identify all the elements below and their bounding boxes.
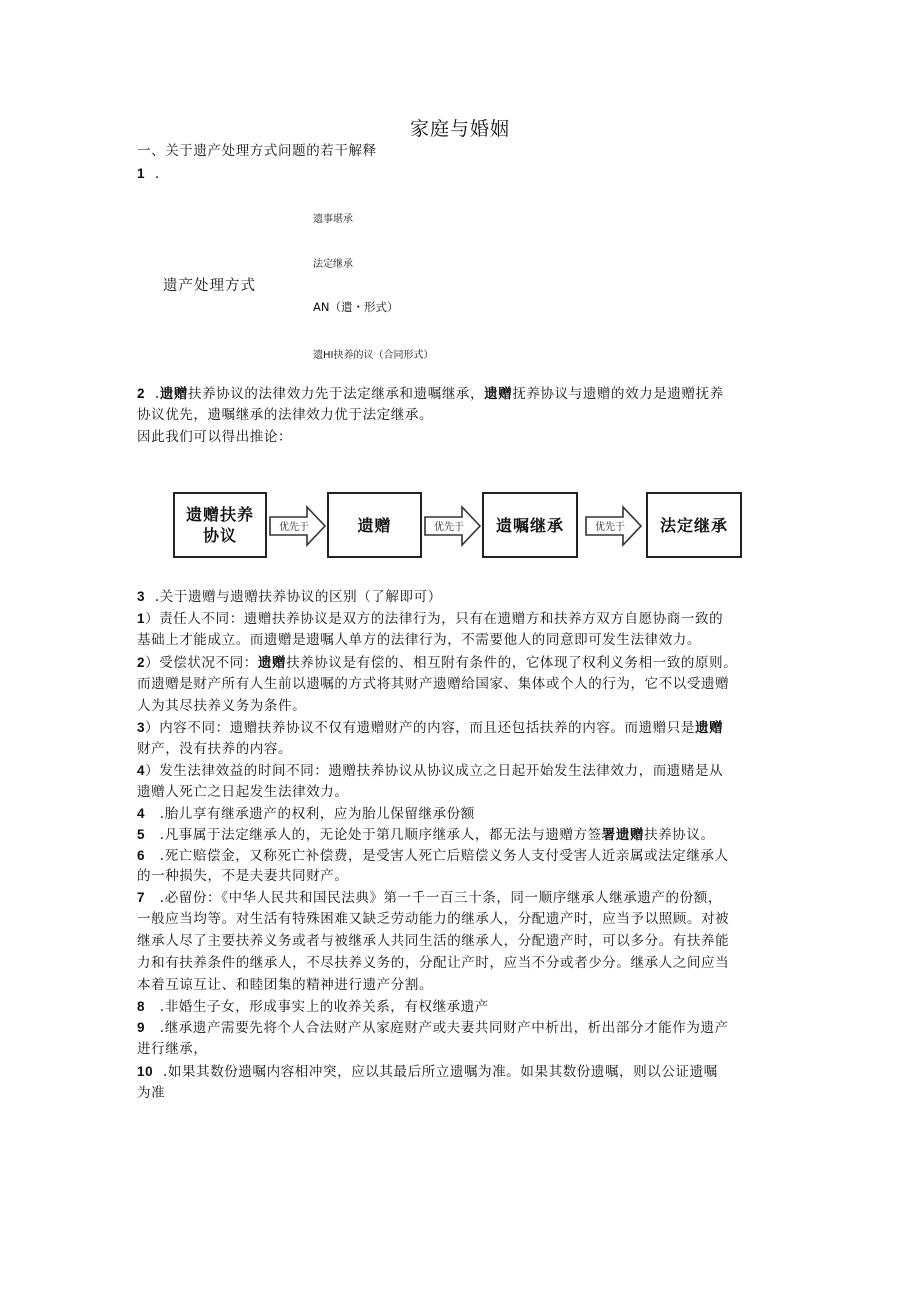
text-span: .凡事属于法定继承人的，无论处于第几顺序继承人，都无法与遗赠方签 xyxy=(159,827,602,843)
item-3-point-2-line-1 xyxy=(137,652,787,675)
flow-box-gift-support-agreement xyxy=(173,492,267,558)
item-9-line-1 xyxy=(137,1017,787,1040)
diagram-branch-3: AN（遣・形式） xyxy=(313,300,399,314)
diagram-branch-2: 法定继承 xyxy=(313,259,353,270)
item-3-point-4-line-2: 遗赠人死亡之日起发生法律效力。 xyxy=(137,784,349,800)
text-span: 抚养协议与遗赠的效力是遗赠抚养 xyxy=(512,386,724,402)
diagram-branch-4: 遗HI抉养的议（合同形式） xyxy=(313,350,434,361)
text-span: ）内容不同：遗赠扶养协议不仅有遗赠财产的内容，而且还包括扶养的内容。而遗赠只是 xyxy=(145,720,696,736)
item-number: 4 xyxy=(137,806,146,821)
item-7-line-4: 力和有扶养条件的继承人，不尽扶养义务的，分配让产时，应当不分或者少分。继承人之间应当 xyxy=(137,955,730,971)
arrow-label: 优先于 xyxy=(279,522,309,533)
item-7-line-1 xyxy=(137,887,787,910)
item-number: 5 xyxy=(137,827,146,842)
item-2-line-3: 因此我们可以得出推论： xyxy=(137,429,293,445)
text-span: ）受偿状况不同： xyxy=(145,655,258,671)
item-1 xyxy=(137,163,787,186)
item-7-line-5: 本着互谅互让、和睦团集的精神进行遗产分割。 xyxy=(137,977,434,993)
item-dot: . xyxy=(154,386,160,402)
text-span: .如果其数份遗嘱内容相冲突，应以其最后所立遗嘱为准。如果其数份遗嘱，则以公证遗嘱 xyxy=(163,1064,718,1080)
item-number: 1 xyxy=(137,166,146,181)
text-span: 扶养协议。 xyxy=(644,827,715,843)
point-number: 2 xyxy=(137,655,146,670)
diagram-root-label: 遗产处理方式 xyxy=(163,278,256,294)
section-heading: 一、关于遗产处理方式问题的若干解释 xyxy=(137,143,377,159)
item-2-line-2: 协议优先，遗嘱继承的法律效力优于法定继承。 xyxy=(137,407,434,423)
bold-term: 遗赠 xyxy=(257,655,287,671)
point-number: 3 xyxy=(137,720,146,735)
arrow-label: 优先于 xyxy=(434,522,464,533)
item-number: 7 xyxy=(137,890,146,905)
item-6-line-1 xyxy=(137,845,787,868)
item-dot: . xyxy=(154,166,160,182)
flow-box-line: 遗赠扶养 xyxy=(185,505,254,524)
flow-box-line: 协议 xyxy=(202,526,237,545)
item-number: 10 xyxy=(137,1064,154,1079)
item-7-line-3: 继承人尽了主要扶养义务或者与被继承人共同生活的继承人，分配遗产时，可以多分。有扶养能 xyxy=(137,933,730,949)
bold-term: 署遗赠 xyxy=(601,827,645,843)
text-span: .继承遗产需要先将个人合法财产从家庭财产或夫妻共同财产中析出，析出部分才能作为遗产 xyxy=(159,1020,729,1036)
item-10-line-1 xyxy=(137,1061,787,1084)
flow-box-gift: 遗赠 xyxy=(327,492,422,558)
item-4 xyxy=(137,803,787,826)
point-number: 1 xyxy=(137,611,146,626)
point-number: 4 xyxy=(137,763,146,778)
bold-term: 遗赠 xyxy=(695,720,724,736)
item-7-line-2: 一般应当均等。对生活有特殊困难又缺乏劳动能力的继承人，分配遗产时，应当予以照顾。对被 xyxy=(137,911,730,927)
bold-term: 遗赠 xyxy=(159,386,189,402)
flow-box-will-inheritance: 遗嘱继承 xyxy=(482,492,578,558)
item-3-point-2-line-3: 人为其尽扶养义务为条件。 xyxy=(137,698,307,714)
text-span: .非婚生子女，形成事实上的收养关系，有权继承遗产 xyxy=(159,999,489,1015)
item-3-heading xyxy=(137,586,787,609)
page-title: 家庭与婚姻 xyxy=(409,118,510,140)
item-number: 8 xyxy=(137,999,146,1014)
item-number: 9 xyxy=(137,1020,146,1035)
text-span: 扶养协议是有偿的、相互附有条件的，它体现了权利义务相一致的原则。 xyxy=(286,655,738,671)
item-3-point-3-line-1 xyxy=(137,717,787,740)
item-3-point-1-line-1 xyxy=(137,608,787,631)
text-span: 扶养协议的法律效力先于法定继承和遗嘱继承， xyxy=(188,386,485,402)
item-2-line-1 xyxy=(137,383,787,406)
item-3-point-1-line-2: 基础上才能成立。而遗赠是遗嘱人单方的法律行为，不需要他人的同意即可发生法律效力。 xyxy=(137,632,701,648)
text-span: .胎儿享有继承遗产的权利，应为胎儿保留继承份额 xyxy=(159,806,475,822)
item-3-point-2-line-2: 而遗赠是财产所有人生前以遗嘱的方式将其财产遗赠给国家、集体或个人的行为，它不以受遗赠 xyxy=(137,676,730,692)
item-3-point-3-line-2: 财产，没有扶养的内容。 xyxy=(137,741,293,757)
flow-box-statutory-inheritance: 法定继承 xyxy=(646,492,742,558)
text-span: .必留份：《中华人民共和国民法典》第一千一百三十条，同一顺序继承人继承遗产的份额， xyxy=(159,890,722,906)
item-10-line-2: 为准 xyxy=(137,1085,166,1101)
arrow-label: 优先于 xyxy=(595,522,625,533)
diagram-branch-1: 遗事堪承 xyxy=(313,214,353,225)
item-5 xyxy=(137,824,787,847)
item-8 xyxy=(137,996,787,1019)
text-span: ）发生法律效益的时间不同：遗赠扶养协议从协议成立之日起开始发生法律效力，而遗赌是从 xyxy=(145,763,724,779)
item-number: 6 xyxy=(137,848,146,863)
text-span: .关于遗赠与遗赠扶养协议的区别（了解即可） xyxy=(154,589,442,605)
item-6-line-2: 的一种损失，不是夫妻共同财产。 xyxy=(137,868,349,884)
bold-term: 遗赠 xyxy=(484,386,513,402)
item-3-point-4-line-1 xyxy=(137,760,787,783)
text-span: .死亡赔偿金，又称死亡补偿费，是受害人死亡后赔偿义务人支付受害人近亲属或法定继承人 xyxy=(159,848,729,864)
item-9-line-2: 进行继承， xyxy=(137,1041,208,1057)
text-span: ）责任人不同：遗赠扶养协议是双方的法律行为，只有在遗赠方和扶养方双方自愿协商一致的 xyxy=(145,611,724,627)
item-number: 3 xyxy=(137,589,146,604)
item-number: 2 xyxy=(137,386,146,401)
